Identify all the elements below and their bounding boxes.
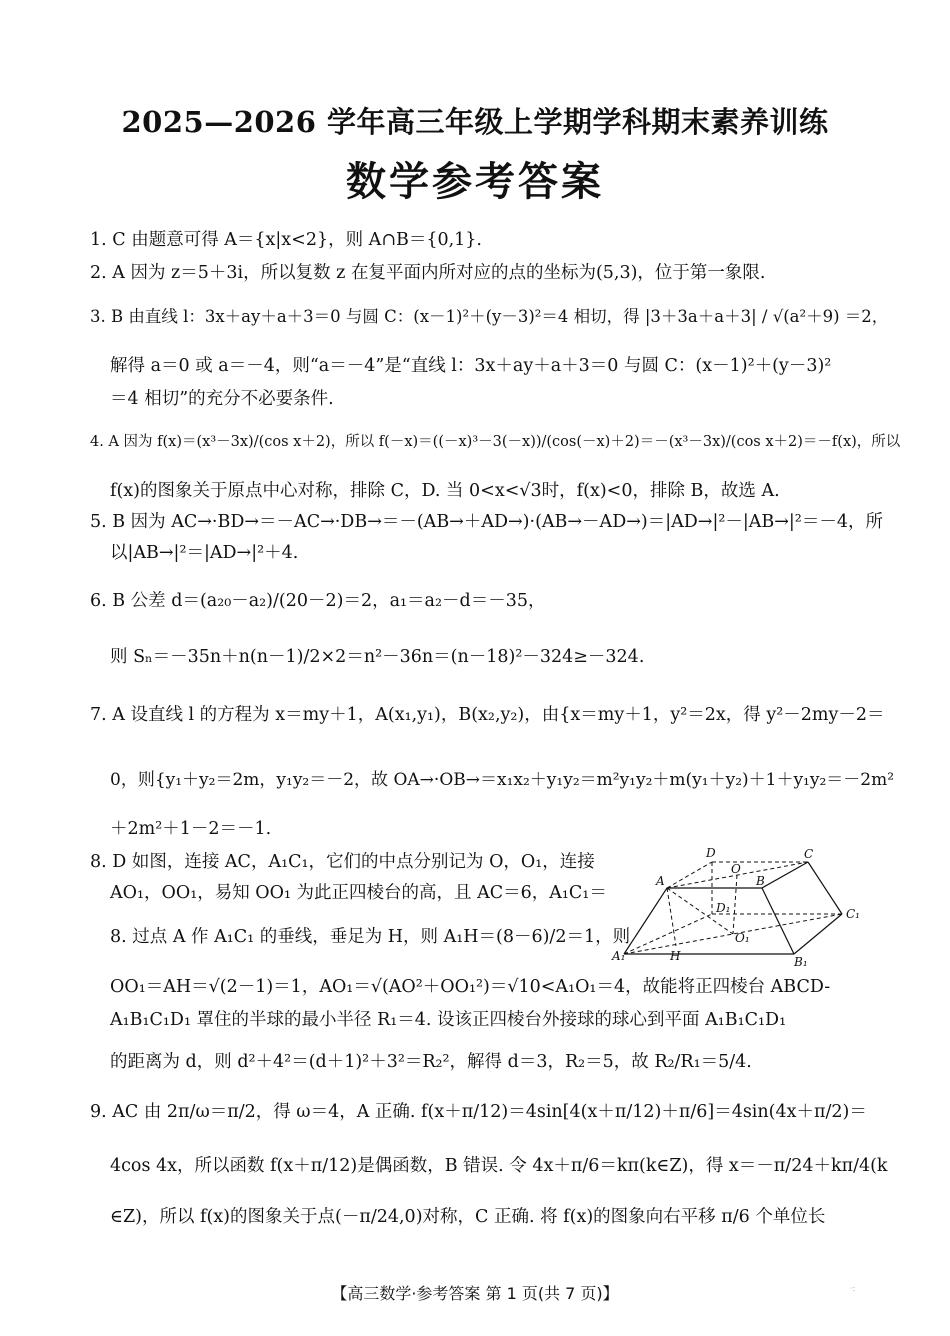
answer-line: A₁B₁C₁D₁ 罩住的半球的最小半径 R₁＝4. 设该正四棱台外接球的球心到平面 A₁B₁C₁D₁	[110, 1010, 787, 1030]
answer-line: ＝4 相切”的充分不必要条件.	[110, 389, 334, 409]
answer-line: ＋2m²＋1－2＝－1.	[110, 819, 272, 839]
label-o: O	[731, 862, 741, 876]
answer-line: 4cos 4x，所以函数 f(x＋π/12)是偶函数，B 错误. 令 4x＋π/6＝kπ(k∈Z)，得 x＝－π/24＋kπ/4(k	[110, 1156, 888, 1176]
page-footer: 【高三数学·参考答案 第 1 页(共 7 页)】	[331, 1284, 619, 1303]
label-c1: C₁	[846, 907, 860, 921]
answer-line: 以|AB→|²＝|AD→|²＋4.	[110, 543, 299, 563]
label-d: D	[706, 846, 716, 860]
answer-line: 解得 a＝0 或 a＝－4，则“a＝－4”是“直线 l：3x＋ay＋a＋3＝0 与圆 C：(x－1)²＋(y－3)²	[110, 356, 832, 376]
answer-line: 9. AC 由 2π/ω＝π/2，得 ω＝4，A 正确. f(x＋π/12)＝4sin[4(x＋π/12)＋π/6]＝4sin(4x＋π/2)＝	[90, 1102, 867, 1122]
answer-line: 2. A 因为 z＝5＋3i，所以复数 z 在复平面内所对应的点的坐标为(5,3)，位于第一象限.	[90, 263, 766, 283]
label-a1: A₁	[612, 949, 626, 963]
label-c: C	[804, 847, 814, 861]
answer-line: 8. D 如图，连接 AC，A₁C₁，它们的中点分别记为 O，O₁，连接	[90, 852, 595, 872]
answer-line: f(x)的图象关于原点中心对称，排除 C，D. 当 0<x<√3时，f(x)<0，排除 B，故选 A.	[110, 481, 780, 501]
answer-line: ∈Z)，所以 f(x)的图象关于点(－π/24,0)对称，C 正确. 将 f(x)的图象向右平移 π/6 个单位长	[110, 1207, 826, 1227]
answer-line: 0，则{y₁＋y₂＝2m，y₁y₂＝－2，故 OA→·OB→＝x₁x₂＋y₁y₂＝m²y₁y₂＋m(y₁＋y₂)＋1＋y₁y₂＝－2m²	[110, 770, 895, 790]
frustum-figure	[610, 846, 872, 970]
edge-bb1	[762, 888, 794, 954]
answer-line: 的距离为 d，则 d²＋4²＝(d＋1)²＋3²＝R₂²，解得 d＝3，R₂＝5，故 R₂/R₁＝5/4.	[110, 1052, 752, 1072]
answer-line: 5. B 因为 AC→·BD→＝－AC→·DB→＝－(AB→＋AD→)·(AB→－AD→)＝|AD→|²－|AB→|²＝－4，所	[90, 512, 883, 532]
answer-line: 6. B 公差 d＝(a₂₀－a₂)/(20－2)＝2，a₁＝a₂－d＝－35，	[90, 591, 546, 611]
answer-line: 3. B 由直线 l：3x＋ay＋a＋3＝0 与圆 C：(x－1)²＋(y－3)²＝4 相切，得 |3＋3a＋a＋3| / √(a²＋9) ＝2，	[90, 307, 889, 326]
edge-cc1	[808, 862, 842, 914]
label-b1: B₁	[794, 955, 808, 969]
answer-line: 7. A 设直线 l 的方程为 x＝my＋1，A(x₁,y₁)，B(x₂,y₂)，由{x＝my＋1，y²＝2x，得 y²－2my－2＝	[90, 705, 885, 725]
exam-title: 2025—2026 学年高三年级上学期学科期末素养训练	[121, 105, 829, 139]
label-a: A	[656, 874, 665, 888]
label-h: H	[670, 949, 681, 963]
edge-b1c1	[794, 914, 842, 954]
answer-line: OO₁＝AH＝√(2－1)＝1，AO₁＝√(AO²＋OO₁²)＝√10<A₁O₁＝4，故能将正四棱台 ABCD-	[110, 977, 831, 997]
answer-line: 则 Sₙ＝－35n＋n(n－1)/2×2＝n²－36n＝(n－18)²－324≥－324.	[110, 647, 645, 667]
answer-line: 1. C 由题意可得 A＝{x|x<2}，则 A∩B＝{0,1}.	[90, 230, 482, 250]
answer-line: 8. 过点 A 作 A₁C₁ 的垂线，垂足为 H，则 A₁H＝(8－6)/2＝1，则	[110, 927, 631, 947]
seg-ah	[667, 888, 676, 946]
label-b: B	[756, 874, 765, 888]
page-title: 数学参考答案	[346, 158, 604, 205]
height-oo1	[733, 875, 737, 934]
label-d1: D₁	[716, 901, 731, 915]
footer-marks: ·:	[850, 1284, 856, 1293]
answer-line: AO₁，OO₁，易知 OO₁ 为此正四棱台的高，且 AC＝6，A₁C₁＝	[110, 883, 607, 903]
answer-line: 4. A 因为 f(x)＝(x³－3x)/(cos x＋2)，所以 f(－x)＝((－x)³－3(－x))/(cos(－x)＋2)＝－(x³－3x)/(cos x＋2)＝－f(x)，所以	[90, 434, 901, 450]
label-o1: O₁	[735, 931, 750, 945]
